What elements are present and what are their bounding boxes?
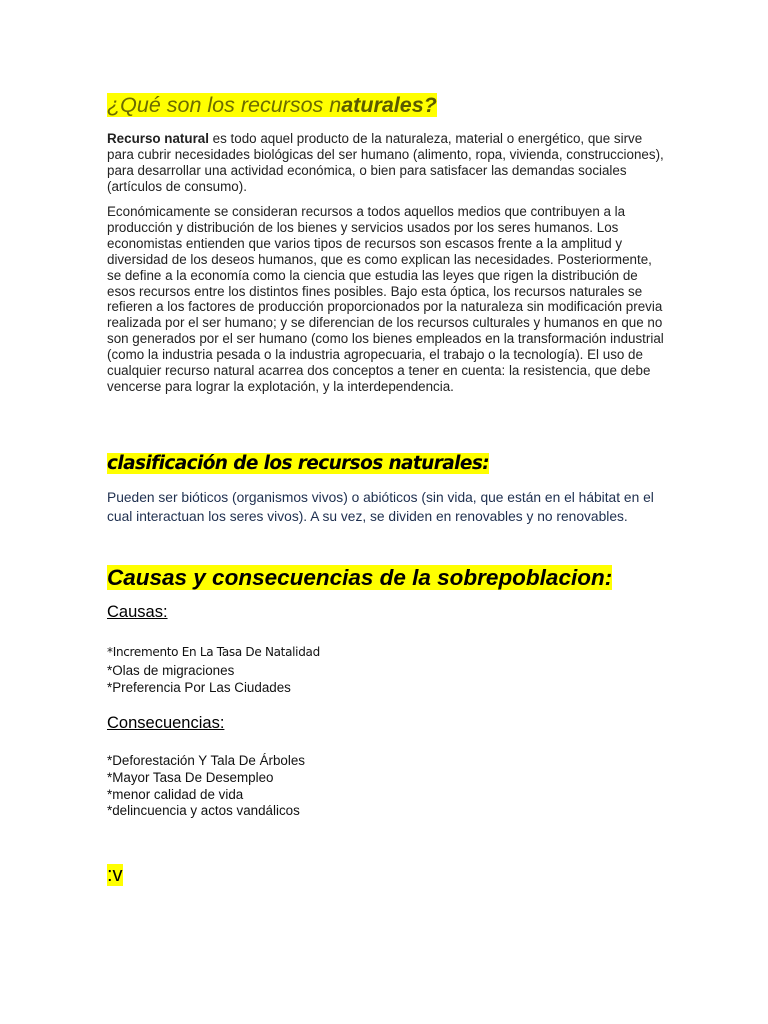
- heading-part-1: ¿Qué son los recursos n: [107, 93, 342, 117]
- footer-emoticon: [107, 862, 123, 888]
- paragraph-definition: [107, 131, 667, 195]
- list-item: *Olas de migraciones: [107, 662, 235, 678]
- list-item: *Deforestación Y Tala De Árboles: [107, 753, 306, 768]
- heading-sobrepoblacion: [107, 562, 612, 594]
- list-item: *delincuencia y actos vandálicos: [107, 803, 300, 819]
- list-item: *menor calidad de vida: [107, 786, 244, 802]
- definition-term: Recurso natural: [107, 131, 209, 146]
- heading-clasificacion-text: clasificación de los recursos naturales:: [107, 453, 490, 474]
- causes-list: [107, 644, 320, 697]
- paragraph-clasificacion: Pueden ser bióticos (organismos vivos) o abióticos (sin vida, que están en el hábitat en el cual interactuan los seres vivos). A su vez, se dividen en renovables y no renovables.: [107, 490, 654, 524]
- definition-text: es todo aquel producto de la naturaleza, material o energético, que sirve para cubrir necesidades biológicas del ser humano (alimento, ropa, vivienda, construcciones), para desarrollar una actividad económica, o bien para satisfacer las demandas sociales (artículos de consumo).: [107, 131, 664, 194]
- list-item: *Incremento En La Tasa De Natalidad: [107, 645, 320, 659]
- paragraph-economics: Económicamente se consideran recursos a todos aquellos medios que contribuyen a la producción y distribución de los bienes y servicios usados por los seres humanos. Los economistas entienden que varios tipos de recursos son escasos frente a la amplitud y diversidad de los deseos humanos, que es como explican las necesidades. Posteriormente, se define a la economía como la ciencia que estudia las leyes que rigen la distribución de esos recursos entre los distintos fines posibles. Bajo esta óptica, los recursos naturales se refieren a los factores de producción proporcionados por la naturaleza sin modificación previa realizada por el ser humano; y se diferencian de los recursos culturales y humanos en que no son generados por el ser humano (como los bienes empleados en la transformación industrial (como la industria pesada o la industria agropecuaria, el trabajo o la tecnología). El uso de cualquier recurso natural acarrea dos conceptos a tener en cuenta: la resistencia, que debe vencerse para lograr la explotación, y la interdependencia.: [107, 204, 664, 394]
- heading-clasificacion: [107, 450, 489, 477]
- heading-recursos-naturales: [107, 90, 437, 120]
- heading-sobrepoblacion-text: Causas y consecuencias de la sobrepoblacion:: [107, 565, 613, 590]
- footer-emoticon-text: :v: [107, 864, 123, 886]
- list-item: *Preferencia Por Las Ciudades: [107, 680, 291, 695]
- heading-part-2: aturales?: [341, 93, 437, 117]
- subheading-consecuencias: Consecuencias:: [107, 714, 225, 732]
- consequences-list: [107, 753, 305, 820]
- list-item: *Mayor Tasa De Desempleo: [107, 769, 274, 785]
- subheading-causas: Causas:: [107, 603, 168, 621]
